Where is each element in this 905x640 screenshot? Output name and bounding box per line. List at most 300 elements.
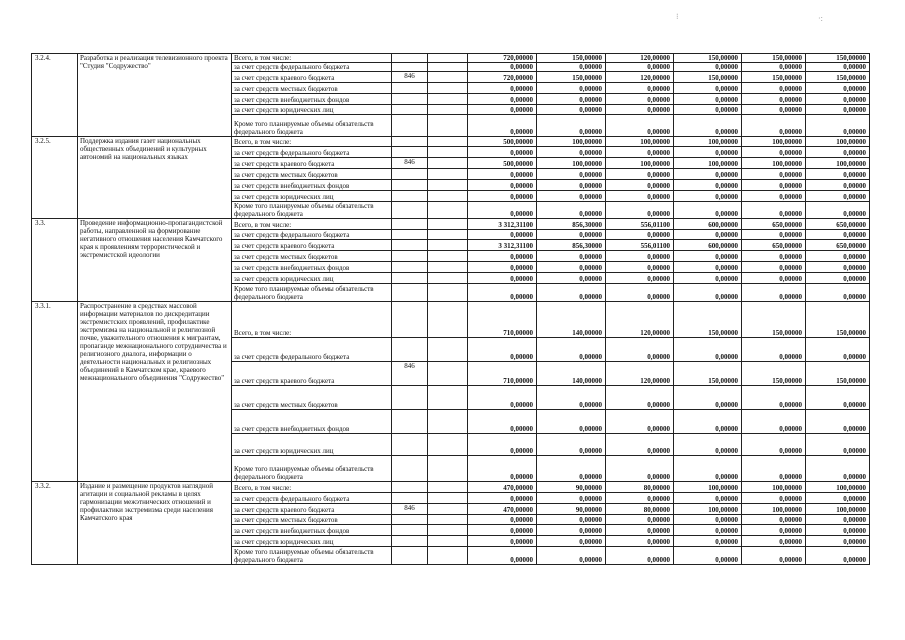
empty-cell xyxy=(428,63,468,72)
section-title: Поддержка издания газет национальных общественных объединений и культурных автономий на национальных языках xyxy=(78,137,232,219)
amount-cell: 0,00000 xyxy=(606,191,674,202)
section-number: 3.3.1. xyxy=(32,302,78,482)
amount-cell: 650,00000 xyxy=(806,219,870,230)
funding-source: за счет средств федерального бюджета xyxy=(232,338,392,362)
amount-cell: 0,00000 xyxy=(742,410,806,434)
amount-cell: 0,00000 xyxy=(674,94,742,105)
budget-code xyxy=(392,137,428,147)
funding-source: за счет средств краевого бюджета xyxy=(232,158,392,169)
amount-cell: 100,00000 xyxy=(537,158,606,169)
amount-cell: 150,00000 xyxy=(742,54,806,63)
amount-cell: 0,00000 xyxy=(537,525,606,536)
amount-cell: 150,00000 xyxy=(674,302,742,338)
amount-cell: 150,00000 xyxy=(674,362,742,386)
amount-cell: 0,00000 xyxy=(537,515,606,525)
budget-code xyxy=(392,284,428,302)
amount-cell: 556,01100 xyxy=(606,240,674,251)
amount-cell: 0,00000 xyxy=(537,63,606,72)
amount-cell: 100,00000 xyxy=(806,504,870,515)
amount-cell: 0,00000 xyxy=(742,536,806,547)
budget-code xyxy=(392,191,428,202)
amount-cell: 0,00000 xyxy=(537,410,606,434)
empty-cell xyxy=(428,115,468,137)
funding-source: Кроме того планируемые объемы обязательств федерального бюджета xyxy=(232,547,392,565)
empty-cell xyxy=(428,251,468,262)
funding-source: за счет средств юридических лиц xyxy=(232,273,392,284)
amount-cell: 0,00000 xyxy=(674,180,742,191)
amount-cell: 0,00000 xyxy=(674,202,742,219)
amount-cell: 0,00000 xyxy=(537,536,606,547)
amount-cell: 80,00000 xyxy=(606,504,674,515)
empty-cell xyxy=(428,362,468,386)
funding-source: Кроме того планируемые объемы обязательств федерального бюджета xyxy=(232,284,392,302)
amount-cell: 0,00000 xyxy=(742,63,806,72)
amount-cell: 0,00000 xyxy=(806,105,870,115)
amount-cell: 140,00000 xyxy=(537,362,606,386)
amount-cell: 120,00000 xyxy=(606,54,674,63)
amount-cell: 0,00000 xyxy=(537,202,606,219)
budget-code xyxy=(392,515,428,525)
budget-code xyxy=(392,410,428,434)
funding-source: за счет средств юридических лиц xyxy=(232,105,392,115)
funding-source: за счет средств федерального бюджета xyxy=(232,230,392,240)
amount-cell: 150,00000 xyxy=(806,72,870,83)
amount-cell: 0,00000 xyxy=(606,94,674,105)
amount-cell: 0,00000 xyxy=(742,94,806,105)
amount-cell: 0,00000 xyxy=(742,180,806,191)
funding-source: за счет средств юридических лиц xyxy=(232,434,392,456)
amount-cell: 0,00000 xyxy=(606,105,674,115)
amount-cell: 650,00000 xyxy=(742,240,806,251)
amount-cell: 0,00000 xyxy=(742,515,806,525)
amount-cell: 150,00000 xyxy=(742,72,806,83)
amount-cell: 0,00000 xyxy=(537,147,606,158)
amount-cell: 0,00000 xyxy=(606,169,674,180)
amount-cell: 720,00000 xyxy=(468,54,537,63)
amount-cell: 3 312,31100 xyxy=(468,219,537,230)
amount-cell: 500,00000 xyxy=(468,137,537,147)
amount-cell: 0,00000 xyxy=(806,262,870,273)
empty-cell xyxy=(428,202,468,219)
empty-cell xyxy=(428,169,468,180)
empty-cell xyxy=(428,302,468,338)
amount-cell: 0,00000 xyxy=(537,284,606,302)
amount-cell: 0,00000 xyxy=(742,83,806,94)
amount-cell: 0,00000 xyxy=(806,493,870,504)
amount-cell: 100,00000 xyxy=(742,137,806,147)
amount-cell: 0,00000 xyxy=(742,386,806,410)
empty-cell xyxy=(428,83,468,94)
amount-cell: 720,00000 xyxy=(468,72,537,83)
empty-cell xyxy=(428,273,468,284)
budget-code xyxy=(392,105,428,115)
amount-cell: 0,00000 xyxy=(674,169,742,180)
amount-cell: 0,00000 xyxy=(606,202,674,219)
amount-cell: 0,00000 xyxy=(674,547,742,565)
amount-cell: 0,00000 xyxy=(742,230,806,240)
amount-cell: 0,00000 xyxy=(606,83,674,94)
amount-cell: 0,00000 xyxy=(674,262,742,273)
budget-code xyxy=(392,434,428,456)
amount-cell: 120,00000 xyxy=(606,302,674,338)
empty-cell xyxy=(428,94,468,105)
budget-code xyxy=(392,547,428,565)
amount-cell: 856,30000 xyxy=(537,219,606,230)
funding-source: Кроме того планируемые объемы обязательств федерального бюджета xyxy=(232,115,392,137)
empty-cell xyxy=(428,536,468,547)
budget-code xyxy=(392,536,428,547)
amount-cell: 90,00000 xyxy=(537,504,606,515)
amount-cell: 0,00000 xyxy=(606,284,674,302)
empty-cell xyxy=(428,410,468,434)
amount-cell: 0,00000 xyxy=(537,83,606,94)
empty-cell xyxy=(428,456,468,482)
table-body xyxy=(32,54,870,565)
table-row xyxy=(32,54,870,63)
empty-cell xyxy=(428,147,468,158)
amount-cell: 150,00000 xyxy=(742,362,806,386)
amount-cell: 0,00000 xyxy=(742,105,806,115)
budget-code xyxy=(392,83,428,94)
table-row xyxy=(32,302,870,338)
amount-cell: 100,00000 xyxy=(742,482,806,493)
amount-cell: 0,00000 xyxy=(674,410,742,434)
funding-source: за счет средств внебюджетных фондов xyxy=(232,180,392,191)
section-number: 3.3.2. xyxy=(32,482,78,565)
budget-code xyxy=(392,180,428,191)
section-number: 3.2.4. xyxy=(32,54,78,137)
amount-cell: 100,00000 xyxy=(742,158,806,169)
amount-cell: 0,00000 xyxy=(468,525,537,536)
budget-code: 846 xyxy=(392,158,428,169)
amount-cell: 100,00000 xyxy=(742,504,806,515)
amount-cell: 0,00000 xyxy=(606,536,674,547)
funding-source: за счет средств местных бюджетов xyxy=(232,83,392,94)
amount-cell: 0,00000 xyxy=(468,410,537,434)
amount-cell: 0,00000 xyxy=(606,493,674,504)
table-row xyxy=(32,219,870,230)
funding-source: Кроме того планируемые объемы обязательств федерального бюджета xyxy=(232,456,392,482)
amount-cell: 0,00000 xyxy=(468,191,537,202)
amount-cell: 0,00000 xyxy=(537,273,606,284)
amount-cell: 0,00000 xyxy=(674,83,742,94)
budget-code xyxy=(392,202,428,219)
amount-cell: 0,00000 xyxy=(606,410,674,434)
amount-cell: 0,00000 xyxy=(674,230,742,240)
amount-cell: 0,00000 xyxy=(468,94,537,105)
amount-cell: 0,00000 xyxy=(537,251,606,262)
amount-cell: 0,00000 xyxy=(674,105,742,115)
amount-cell: 0,00000 xyxy=(806,63,870,72)
funding-source: за счет средств местных бюджетов xyxy=(232,386,392,410)
amount-cell: 0,00000 xyxy=(606,547,674,565)
amount-cell: 100,00000 xyxy=(806,158,870,169)
amount-cell: 0,00000 xyxy=(606,147,674,158)
amount-cell: 500,00000 xyxy=(468,158,537,169)
amount-cell: 600,00000 xyxy=(674,240,742,251)
budget-code xyxy=(392,262,428,273)
empty-cell xyxy=(428,180,468,191)
empty-cell xyxy=(428,72,468,83)
amount-cell: 0,00000 xyxy=(806,410,870,434)
empty-cell xyxy=(428,105,468,115)
funding-source: за счет средств внебюджетных фондов xyxy=(232,94,392,105)
budget-code xyxy=(392,230,428,240)
amount-cell: 0,00000 xyxy=(806,169,870,180)
amount-cell: 0,00000 xyxy=(537,180,606,191)
funding-source: за счет средств федерального бюджета xyxy=(232,63,392,72)
amount-cell: 0,00000 xyxy=(806,230,870,240)
amount-cell: 0,00000 xyxy=(606,386,674,410)
amount-cell: 90,00000 xyxy=(537,482,606,493)
scan-speck: ·: xyxy=(818,14,823,23)
amount-cell: 0,00000 xyxy=(742,115,806,137)
budget-code xyxy=(392,169,428,180)
amount-cell: 0,00000 xyxy=(806,434,870,456)
amount-cell: 0,00000 xyxy=(468,180,537,191)
amount-cell: 0,00000 xyxy=(742,493,806,504)
amount-cell: 0,00000 xyxy=(468,230,537,240)
amount-cell: 150,00000 xyxy=(806,362,870,386)
amount-cell: 0,00000 xyxy=(537,115,606,137)
amount-cell: 80,00000 xyxy=(606,482,674,493)
amount-cell: 0,00000 xyxy=(674,147,742,158)
empty-cell xyxy=(428,482,468,493)
empty-cell xyxy=(428,240,468,251)
budget-code xyxy=(392,251,428,262)
amount-cell: 0,00000 xyxy=(742,434,806,456)
amount-cell: 140,00000 xyxy=(537,302,606,338)
amount-cell: 0,00000 xyxy=(606,434,674,456)
amount-cell: 100,00000 xyxy=(606,158,674,169)
amount-cell: 856,30000 xyxy=(537,240,606,251)
budget-code: 846 xyxy=(392,504,428,515)
funding-source: за счет средств краевого бюджета xyxy=(232,240,392,251)
amount-cell: 0,00000 xyxy=(537,169,606,180)
funding-source: за счет средств юридических лиц xyxy=(232,536,392,547)
amount-cell: 0,00000 xyxy=(674,536,742,547)
budget-code xyxy=(392,273,428,284)
amount-cell: 0,00000 xyxy=(468,63,537,72)
amount-cell: 0,00000 xyxy=(468,536,537,547)
amount-cell: 0,00000 xyxy=(806,180,870,191)
amount-cell: 0,00000 xyxy=(806,147,870,158)
amount-cell: 150,00000 xyxy=(806,302,870,338)
empty-cell xyxy=(428,547,468,565)
amount-cell: 0,00000 xyxy=(806,456,870,482)
budget-code xyxy=(392,302,428,338)
amount-cell: 0,00000 xyxy=(742,525,806,536)
section-title: Издание и размещение продуктов наглядной агитации и социальной рекламы в целях гармонизации межэтнических отношений и профилактики экстремизма среди населения Камчатского края xyxy=(78,482,232,565)
amount-cell: 0,00000 xyxy=(537,338,606,362)
budget-code xyxy=(392,240,428,251)
amount-cell: 0,00000 xyxy=(537,493,606,504)
amount-cell: 0,00000 xyxy=(537,94,606,105)
amount-cell: 0,00000 xyxy=(742,262,806,273)
amount-cell: 0,00000 xyxy=(537,434,606,456)
amount-cell: 100,00000 xyxy=(806,482,870,493)
empty-cell xyxy=(428,386,468,410)
amount-cell: 0,00000 xyxy=(674,525,742,536)
section-number: 3.2.5. xyxy=(32,137,78,219)
amount-cell: 650,00000 xyxy=(806,240,870,251)
amount-cell: 0,00000 xyxy=(468,284,537,302)
empty-cell xyxy=(428,504,468,515)
budget-code xyxy=(392,386,428,410)
budget-code xyxy=(392,54,428,63)
amount-cell: 100,00000 xyxy=(606,137,674,147)
amount-cell: 0,00000 xyxy=(606,262,674,273)
funding-source: Кроме того планируемые объемы обязательств федерального бюджета xyxy=(232,202,392,219)
budget-code xyxy=(392,63,428,72)
funding-source: за счет средств местных бюджетов xyxy=(232,251,392,262)
amount-cell: 0,00000 xyxy=(606,115,674,137)
amount-cell: 0,00000 xyxy=(606,273,674,284)
amount-cell: 0,00000 xyxy=(806,191,870,202)
section-number: 3.3. xyxy=(32,219,78,302)
amount-cell: 0,00000 xyxy=(806,525,870,536)
funding-source: Всего, в том числе: xyxy=(232,137,392,147)
amount-cell: 0,00000 xyxy=(674,273,742,284)
amount-cell: 100,00000 xyxy=(674,504,742,515)
amount-cell: 0,00000 xyxy=(606,515,674,525)
amount-cell: 0,00000 xyxy=(537,230,606,240)
amount-cell: 710,00000 xyxy=(468,302,537,338)
amount-cell: 0,00000 xyxy=(468,147,537,158)
amount-cell: 0,00000 xyxy=(537,547,606,565)
amount-cell: 650,00000 xyxy=(742,219,806,230)
table-row xyxy=(32,137,870,147)
amount-cell: 0,00000 xyxy=(674,338,742,362)
amount-cell: 0,00000 xyxy=(674,456,742,482)
empty-cell xyxy=(428,191,468,202)
amount-cell: 0,00000 xyxy=(674,63,742,72)
empty-cell xyxy=(428,515,468,525)
amount-cell: 120,00000 xyxy=(606,362,674,386)
funding-source: за счет средств краевого бюджета xyxy=(232,362,392,386)
amount-cell: 0,00000 xyxy=(537,191,606,202)
amount-cell: 0,00000 xyxy=(742,273,806,284)
funding-source: за счет средств внебюджетных фондов xyxy=(232,410,392,434)
funding-source: за счет средств краевого бюджета xyxy=(232,504,392,515)
budget-code xyxy=(392,525,428,536)
budget-code xyxy=(392,219,428,230)
amount-cell: 0,00000 xyxy=(742,191,806,202)
amount-cell: 100,00000 xyxy=(674,158,742,169)
budget-code: 846 xyxy=(392,362,428,386)
amount-cell: 0,00000 xyxy=(537,105,606,115)
amount-cell: 0,00000 xyxy=(806,83,870,94)
budget-code xyxy=(392,115,428,137)
amount-cell: 0,00000 xyxy=(468,105,537,115)
budget-code xyxy=(392,94,428,105)
budget-code xyxy=(392,147,428,158)
amount-cell: 0,00000 xyxy=(606,230,674,240)
empty-cell xyxy=(428,338,468,362)
funding-source: за счет средств юридических лиц xyxy=(232,191,392,202)
funding-source: за счет средств внебюджетных фондов xyxy=(232,525,392,536)
amount-cell: 0,00000 xyxy=(468,338,537,362)
budget-code xyxy=(392,482,428,493)
amount-cell: 150,00000 xyxy=(742,302,806,338)
amount-cell: 0,00000 xyxy=(806,386,870,410)
amount-cell: 150,00000 xyxy=(537,72,606,83)
amount-cell: 0,00000 xyxy=(468,493,537,504)
amount-cell: 470,00000 xyxy=(468,482,537,493)
amount-cell: 120,00000 xyxy=(606,72,674,83)
amount-cell: 0,00000 xyxy=(606,456,674,482)
amount-cell: 600,00000 xyxy=(674,219,742,230)
amount-cell: 0,00000 xyxy=(674,191,742,202)
amount-cell: 0,00000 xyxy=(806,338,870,362)
amount-cell: 0,00000 xyxy=(674,115,742,137)
budget-code xyxy=(392,493,428,504)
amount-cell: 0,00000 xyxy=(468,386,537,410)
amount-cell: 0,00000 xyxy=(742,456,806,482)
amount-cell: 0,00000 xyxy=(806,94,870,105)
funding-source: за счет средств местных бюджетов xyxy=(232,515,392,525)
amount-cell: 0,00000 xyxy=(806,251,870,262)
amount-cell: 0,00000 xyxy=(468,202,537,219)
funding-source: за счет средств краевого бюджета xyxy=(232,72,392,83)
funding-source: за счет средств федерального бюджета xyxy=(232,147,392,158)
amount-cell: 0,00000 xyxy=(537,386,606,410)
amount-cell: 0,00000 xyxy=(606,525,674,536)
funding-source: Всего, в том числе: xyxy=(232,302,392,338)
funding-source: за счет средств внебюджетных фондов xyxy=(232,262,392,273)
amount-cell: 0,00000 xyxy=(806,536,870,547)
amount-cell: 0,00000 xyxy=(806,515,870,525)
amount-cell: 0,00000 xyxy=(674,493,742,504)
amount-cell: 0,00000 xyxy=(742,338,806,362)
amount-cell: 150,00000 xyxy=(674,72,742,83)
empty-cell xyxy=(428,434,468,456)
amount-cell: 0,00000 xyxy=(674,284,742,302)
funding-source: Всего, в том числе: xyxy=(232,482,392,493)
amount-cell: 556,01100 xyxy=(606,219,674,230)
amount-cell: 710,00000 xyxy=(468,362,537,386)
amount-cell: 0,00000 xyxy=(468,169,537,180)
amount-cell: 150,00000 xyxy=(806,54,870,63)
empty-cell xyxy=(428,262,468,273)
amount-cell: 0,00000 xyxy=(674,515,742,525)
empty-cell xyxy=(428,54,468,63)
amount-cell: 0,00000 xyxy=(537,262,606,273)
amount-cell: 0,00000 xyxy=(742,169,806,180)
section-title: Проведение информационно-пропагандистской работы, направленной на формирование негативного отношения населения Камчатского края к проявлениям террористической и экстремистской идеологии xyxy=(78,219,232,302)
empty-cell xyxy=(428,284,468,302)
amount-cell: 0,00000 xyxy=(742,251,806,262)
amount-cell: 0,00000 xyxy=(674,434,742,456)
amount-cell: 0,00000 xyxy=(674,386,742,410)
amount-cell: 0,00000 xyxy=(806,284,870,302)
amount-cell: 0,00000 xyxy=(806,273,870,284)
amount-cell: 0,00000 xyxy=(606,63,674,72)
amount-cell: 0,00000 xyxy=(742,284,806,302)
budget-code: 846 xyxy=(392,72,428,83)
amount-cell: 0,00000 xyxy=(606,251,674,262)
amount-cell: 0,00000 xyxy=(468,83,537,94)
empty-cell xyxy=(428,137,468,147)
empty-cell xyxy=(428,525,468,536)
scan-speck: ⁝ xyxy=(676,12,679,21)
empty-cell xyxy=(428,219,468,230)
section-title: Разработка и реализация телевизионного проекта "Студия "Содружество" xyxy=(78,54,232,137)
amount-cell: 100,00000 xyxy=(806,137,870,147)
amount-cell: 100,00000 xyxy=(674,137,742,147)
funding-source: за счет средств местных бюджетов xyxy=(232,169,392,180)
empty-cell xyxy=(428,158,468,169)
